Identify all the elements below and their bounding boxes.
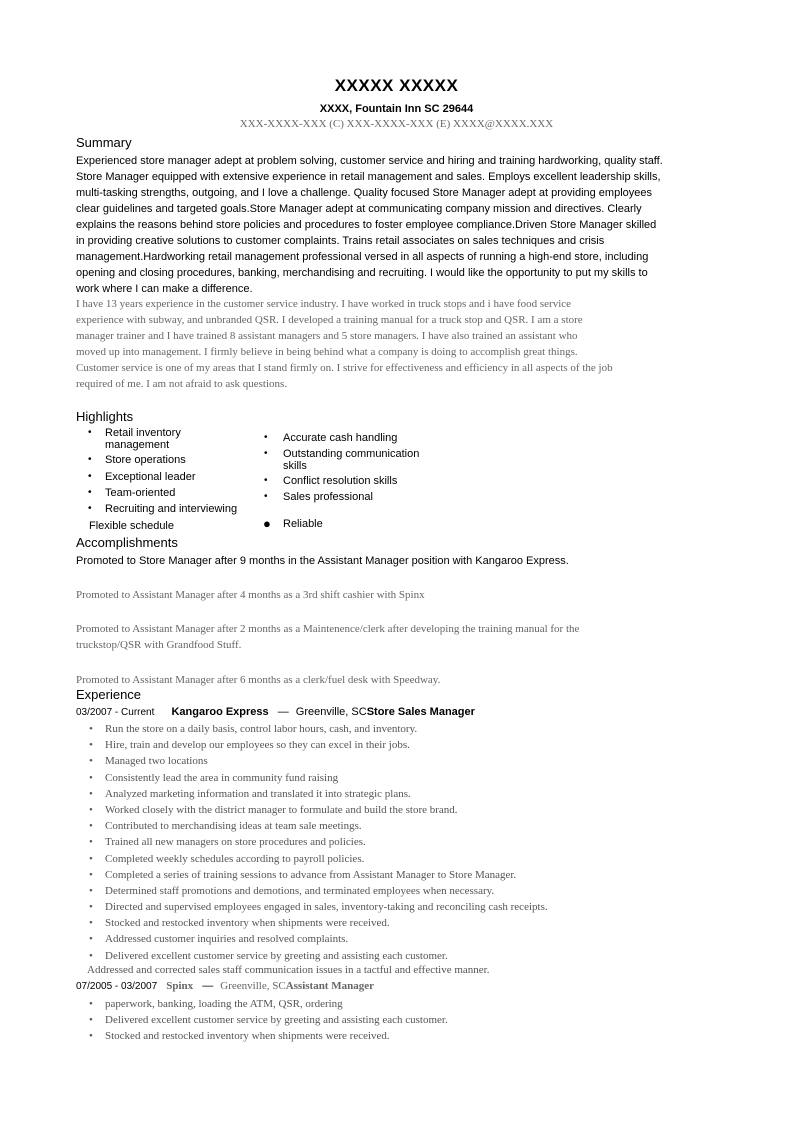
job-role: Store Sales Manager [366, 706, 475, 718]
bullet-icon: • [89, 1030, 93, 1043]
summary-line: Customer service is one of my areas that I stand firmly on. I strive for effectiveness and efficiency in all aspects of the job [76, 362, 613, 374]
bullet-icon: • [89, 949, 93, 962]
address-line: XXXX, Fountain Inn SC 29644 [319, 103, 474, 115]
bullet-icon: ● [263, 516, 271, 531]
job-company: Kangaroo Express [171, 706, 269, 718]
contact-line: XXX-XXXX-XXX (C) XXX-XXXX-XXX (E) XXXX@XXXX.XXX [239, 118, 554, 130]
list-item: • Contributed to merchandising ideas at team sale meetings. [89, 820, 362, 833]
summary-line: management.Hardworking retail management professional versed in all aspects of running a high-end store, including [76, 251, 649, 263]
bullet-icon: • [89, 755, 93, 768]
job-role: Assistant Manager [285, 980, 374, 992]
summary-line: I have 13 years experience in the customer service industry. I have worked in truck stops and i have food service [76, 298, 572, 310]
job-dash: — [202, 980, 214, 992]
highlight-item-extra: Reliable [283, 518, 323, 530]
list-item: • Directed and supervised employees engaged in sales, inventory-taking and reconciling cash receipts. [89, 901, 548, 914]
summary-line: manager trainer and I have trained 8 assistant managers and 5 store managers. I have also trained an assistant who [76, 330, 578, 342]
list-item: • Addressed customer inquiries and resolved complaints. [89, 933, 349, 946]
accomplishment-line: truckstop/QSR with Grandfood Stuff. [76, 639, 242, 651]
bullet-icon: • [89, 771, 93, 784]
bullet-icon: • [264, 491, 268, 502]
bullet-icon: • [88, 427, 92, 438]
highlight-item: Recruiting and interviewing [105, 503, 238, 515]
job-header [76, 980, 374, 992]
summary-line: experience with subway, and unbranded QSR. I developed a training manual for a truck stop and QSR. I am a store [76, 314, 583, 326]
bullet-icon: • [89, 917, 93, 930]
bullet-icon: • [88, 454, 92, 465]
list-item: • Trained all new managers on store procedures and policies. [89, 836, 366, 849]
accomplishments-heading: Accomplishments [76, 535, 178, 550]
bullet-icon: • [89, 787, 93, 800]
bullet-icon: • [89, 998, 93, 1010]
highlight-item: Accurate cash handling [283, 432, 398, 444]
list-item: • Worked closely with the district manager to formulate and build the store brand. [89, 803, 458, 816]
bullet-icon: • [264, 432, 268, 443]
job-header [76, 706, 475, 718]
job-dates: 03/2007 - Current [76, 707, 155, 718]
summary-line: moved up into management. I firmly believe in being behind what a company is doing to accomplish great things. [76, 346, 578, 358]
bullet-icon: • [89, 884, 93, 897]
list-item: • Stocked and restocked inventory when shipments were received. [89, 917, 390, 930]
accomplishment-item: Promoted to Store Manager after 9 months in the Assistant Manager position with Kangaroo Express. [76, 555, 569, 567]
bullet-icon: • [89, 739, 93, 752]
bullet-icon: • [89, 723, 93, 735]
bullet-icon: • [89, 1014, 93, 1027]
bullet-icon: • [264, 475, 268, 486]
highlight-item: Store operations [105, 454, 186, 466]
accomplishment-item: Promoted to Assistant Manager after 4 months as a 3rd shift cashier with Spinx [76, 589, 425, 601]
list-item: • Hire, train and develop our employees so they can excel in their jobs. [89, 739, 410, 752]
list-item: • paperwork, banking, loading the ATM, QSR, ordering [89, 998, 343, 1010]
bullet-icon: • [89, 820, 93, 833]
bullet-icon: • [264, 448, 268, 459]
job-dates: 07/2005 - 03/2007 [76, 981, 158, 992]
accomplishment-line: Promoted to Assistant Manager after 2 months as a Maintenence/clerk after developing the training manual for the [76, 623, 580, 635]
bullet-icon: • [89, 803, 93, 816]
list-item: • Delivered excellent customer service by greeting and assisting each customer. [89, 1014, 448, 1027]
bullet-icon: • [88, 487, 92, 498]
summary-line: clear guidelines and targeted goals.Store Manager adept at communicating company mission and directives. Clearly [76, 203, 642, 215]
summary-line: Store Manager equipped with extensive experience in retail management and sales. Employs excellent leadership skills, [76, 171, 661, 183]
bullet-icon: • [89, 868, 93, 881]
bullet-icon: • [88, 503, 92, 514]
job-duties-list [76, 996, 448, 1045]
list-item: • Consistently lead the area in community fund raising [89, 771, 339, 784]
summary-line: required of me. I am not afraid to ask questions. [76, 378, 288, 390]
summary-line: Experienced store manager adept at problem solving, customer service and hiring and training hardworking, quality staff. [76, 155, 663, 167]
job-location: Greenville, SC [295, 706, 367, 718]
candidate-name: XXXXX XXXXX [334, 76, 459, 95]
summary-line: opening and closing procedures, banking, merchandising and recruiting. I would like the opportunity to put my skills to [76, 267, 648, 279]
highlight-item: Conflict resolution skills [283, 475, 398, 487]
bullet-icon: • [89, 933, 93, 946]
list-item: • Delivered excellent customer service by greeting and assisting each customer. [89, 949, 448, 962]
list-item: • Completed weekly schedules according to payroll policies. [89, 852, 365, 865]
highlight-item-extra: Flexible schedule [89, 520, 174, 532]
summary-line: in providing creative solutions to customer complaints. Trains retail associates on sales techniques and crisis [76, 235, 605, 247]
job-duties-list [76, 721, 548, 964]
summary-heading: Summary [76, 135, 132, 150]
list-item: • Run the store on a daily basis, control labor hours, cash, and inventory. [89, 723, 418, 735]
list-item: • Determined staff promotions and demotions, and terminated employees when necessary. [89, 884, 495, 897]
job-dash: — [277, 706, 289, 718]
list-item: • Managed two locations [89, 755, 208, 768]
highlight-item: Outstanding communication skills [283, 448, 420, 472]
bullet-icon: • [89, 836, 93, 849]
summary-line: multi-tasking strengths, outgoing, and I love a challenge. Quality focused Store Manager adept at providing employees [76, 187, 653, 199]
highlight-item: Exceptional leader [105, 471, 196, 483]
job-location: Greenville, SC [220, 980, 286, 992]
list-item: • Analyzed marketing information and translated it into strategic plans. [89, 787, 411, 800]
accomplishment-item [76, 621, 716, 653]
bullet-icon: • [88, 471, 92, 482]
summary-line: work where I can make a difference. [76, 283, 253, 295]
summary-line: explains the reasons behind store policies and procedures to foster employee compliance.Driven Store Manager skilled [76, 219, 657, 231]
summary-paragraph [76, 153, 716, 297]
highlights-heading: Highlights [76, 409, 134, 424]
list-item: • Completed a series of training sessions to advance from Assistant Manager to Store Manager. [89, 868, 517, 881]
highlight-item: Sales professional [283, 491, 373, 503]
highlight-item: Team-oriented [105, 487, 176, 499]
job-tail-line: Addressed and corrected sales staff communication issues in a tactful and effective manner. [87, 964, 490, 976]
accomplishment-item: Promoted to Assistant Manager after 6 months as a clerk/fuel desk with Speedway. [76, 674, 441, 686]
summary-paragraph-2 [76, 296, 716, 392]
bullet-icon: • [89, 852, 93, 865]
bullet-icon: • [89, 901, 93, 914]
experience-heading: Experience [76, 687, 142, 702]
job-company: Spinx [166, 980, 194, 992]
highlight-item: Retail inventory management [105, 427, 181, 451]
list-item: • Stocked and restocked inventory when shipments were received. [89, 1030, 390, 1043]
